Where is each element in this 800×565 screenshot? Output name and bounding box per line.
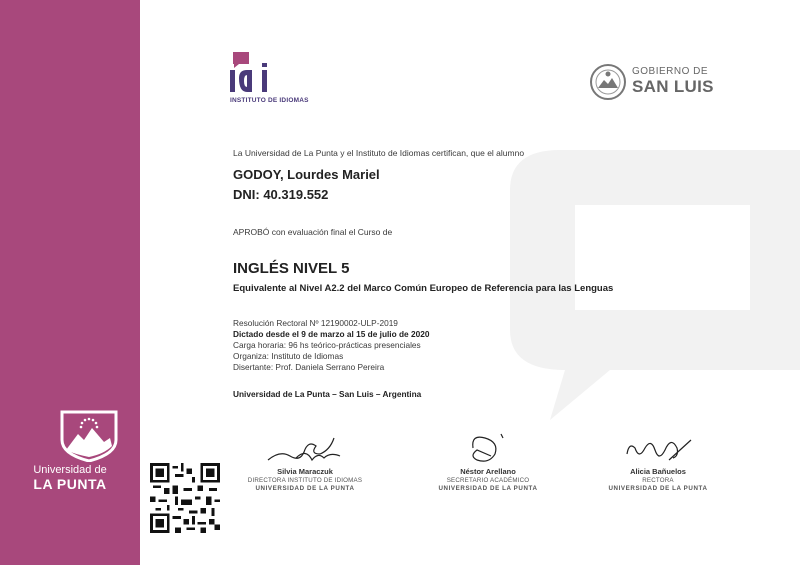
student-name: GODOY, Lourdes Mariel <box>233 167 380 182</box>
signature-name: Alicia Bañuelos <box>630 467 686 476</box>
ulp-name-line2: LA PUNTA <box>33 476 107 492</box>
course-dates: Dictado desde el 9 de marzo al 15 de julio de 2020 <box>233 329 430 339</box>
signature-name: Néstor Arellano <box>460 467 516 476</box>
signature-scribble-icon <box>443 430 533 466</box>
mountain-shield-icon <box>58 410 120 462</box>
signature-block-rector <box>578 430 738 492</box>
approved-text: APROBÓ con evaluación final el Curso de <box>233 227 393 237</box>
teacher: Disertante: Prof. Daniela Serrano Pereira <box>233 362 385 372</box>
gob-line1: GOBIERNO DE <box>632 66 709 77</box>
signature-role: RECTORA <box>642 477 674 484</box>
course-title: INGLÉS NIVEL 5 <box>233 260 350 277</box>
signature-role: SECRETARIO ACADÉMICO <box>446 477 530 484</box>
gob-line2: SAN LUIS <box>632 77 714 96</box>
student-dni: DNI: 40.319.552 <box>233 187 329 202</box>
signature-block-director <box>225 430 385 492</box>
signature-org: UNIVERSIDAD DE LA PUNTA <box>608 485 708 492</box>
signature-name: Silvia Maraczuk <box>277 467 333 476</box>
course-hours: Carga horaria: 96 hs teórico-prácticas presenciales <box>233 340 421 350</box>
idi-subtitle: INSTITUTO DE IDIOMAS <box>230 97 309 104</box>
resolution: Resolución Rectoral Nº 12190002-ULP-2019 <box>233 318 398 328</box>
signature-scribble-icon <box>613 430 703 466</box>
qr-code-icon <box>150 463 220 533</box>
organizer: Organiza: Instituto de Idiomas <box>233 351 344 361</box>
signature-block-secretary <box>408 430 568 492</box>
signature-org: UNIVERSIDAD DE LA PUNTA <box>438 485 538 492</box>
level-equivalence: Equivalente al Nivel A2.2 del Marco Común Europeo de Referencia para las Lenguas <box>233 283 614 294</box>
signature-role: DIRECTORA INSTITUTO DE IDIOMAS <box>247 477 363 484</box>
location: Universidad de La Punta – San Luis – Argentina <box>233 389 422 399</box>
san-luis-seal-icon <box>588 62 628 102</box>
signature-org: UNIVERSIDAD DE LA PUNTA <box>255 485 355 492</box>
ulp-name-line1: Universidad de <box>33 464 107 476</box>
signature-scribble-icon <box>260 430 350 466</box>
speech-bubble-watermark-icon <box>470 120 800 430</box>
certificate-intro: La Universidad de La Punta y el Instituto de Idiomas certifican, que el alumno <box>233 148 525 158</box>
